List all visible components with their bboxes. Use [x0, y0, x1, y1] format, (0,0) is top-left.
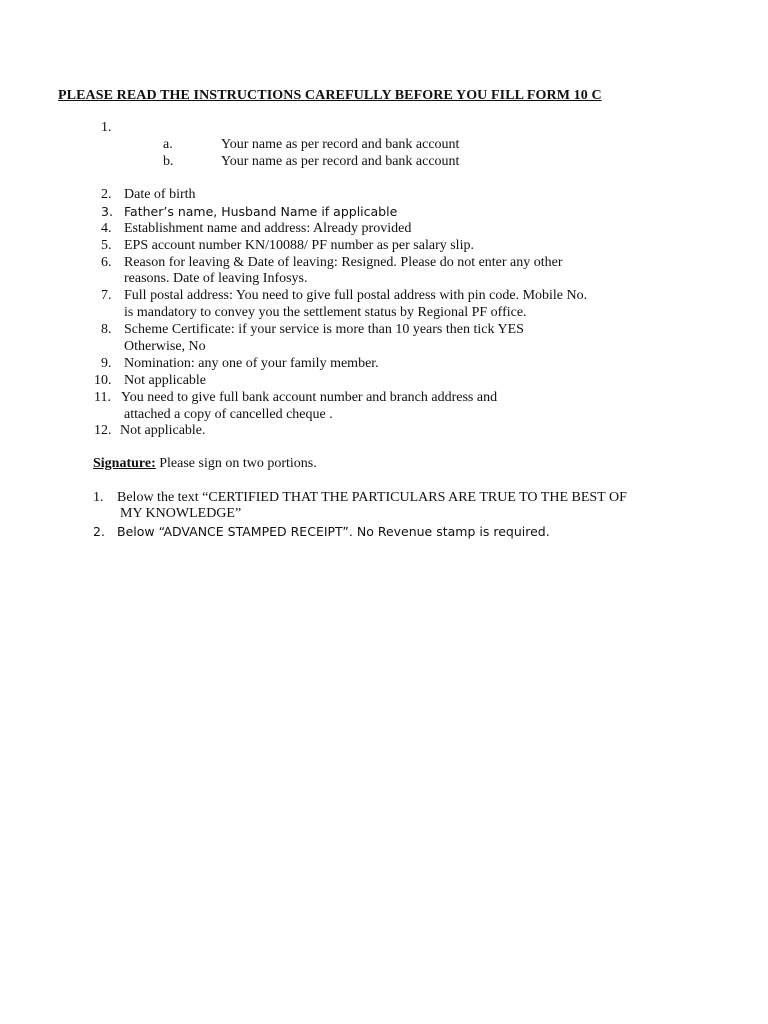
- item-number: 11.: [94, 390, 111, 405]
- page-title: PLEASE READ THE INSTRUCTIONS CAREFULLY BEFORE YOU FILL FORM 10 C: [58, 88, 602, 103]
- item-number: 12.: [94, 423, 112, 438]
- item-text: Nomination: any one of your family member.: [124, 356, 379, 371]
- item-number: 4.: [101, 221, 112, 236]
- item-text: Father’s name, Husband Name if applicable: [124, 204, 398, 219]
- item-text: Scheme Certificate: if your service is more than 10 years then tick YES: [124, 322, 524, 337]
- sub-item-letter: b.: [163, 154, 174, 169]
- item-text: Establishment name and address: Already provided: [124, 221, 412, 236]
- sub-item-letter: a.: [163, 137, 173, 152]
- item-number: 1.: [101, 120, 112, 135]
- signature-heading: [93, 455, 317, 472]
- item-number: 3.: [101, 204, 113, 219]
- item-text: Reason for leaving & Date of leaving: Resigned. Please do not enter any other: [124, 255, 563, 270]
- sub-item-text: Your name as per record and bank account: [221, 154, 460, 169]
- item-text: Not applicable.: [120, 423, 206, 438]
- item-text: Not applicable: [124, 373, 207, 388]
- item-number: 10.: [94, 373, 112, 388]
- sub-item-text: Your name as per record and bank account: [221, 137, 460, 152]
- item-text-continued: attached a copy of cancelled cheque .: [124, 407, 333, 422]
- item-number: 8.: [101, 322, 112, 337]
- item-text-continued: is mandatory to convey you the settlement status by Regional PF office.: [124, 305, 527, 320]
- sign-item-number: 1.: [93, 490, 104, 505]
- sign-item-text-continued: MY KNOWLEDGE”: [120, 506, 242, 521]
- item-number: 5.: [101, 238, 112, 253]
- sign-item-text: Below the text “CERTIFIED THAT THE PARTICULARS ARE TRUE TO THE BEST OF: [117, 490, 627, 505]
- item-number: 9.: [101, 356, 112, 371]
- item-text: EPS account number KN/10088/ PF number as per salary slip.: [124, 238, 474, 253]
- signature-label: Signature:: [93, 456, 156, 471]
- item-text: Date of birth: [124, 187, 196, 202]
- sign-item-text: Below “ADVANCE STAMPED RECEIPT”. No Revenue stamp is required.: [117, 524, 550, 539]
- item-text-continued: Otherwise, No: [124, 339, 206, 354]
- item-number: 7.: [101, 288, 112, 303]
- signature-instruction: Please sign on two portions.: [155, 456, 317, 471]
- sign-item-number: 2.: [93, 524, 105, 539]
- item-number: 2.: [101, 187, 112, 202]
- item-number: 6.: [101, 255, 112, 270]
- item-text: You need to give full bank account number and branch address and: [121, 390, 498, 405]
- item-text: Full postal address: You need to give full postal address with pin code. Mobile No.: [124, 288, 588, 303]
- item-text-continued: reasons. Date of leaving Infosys.: [124, 271, 308, 286]
